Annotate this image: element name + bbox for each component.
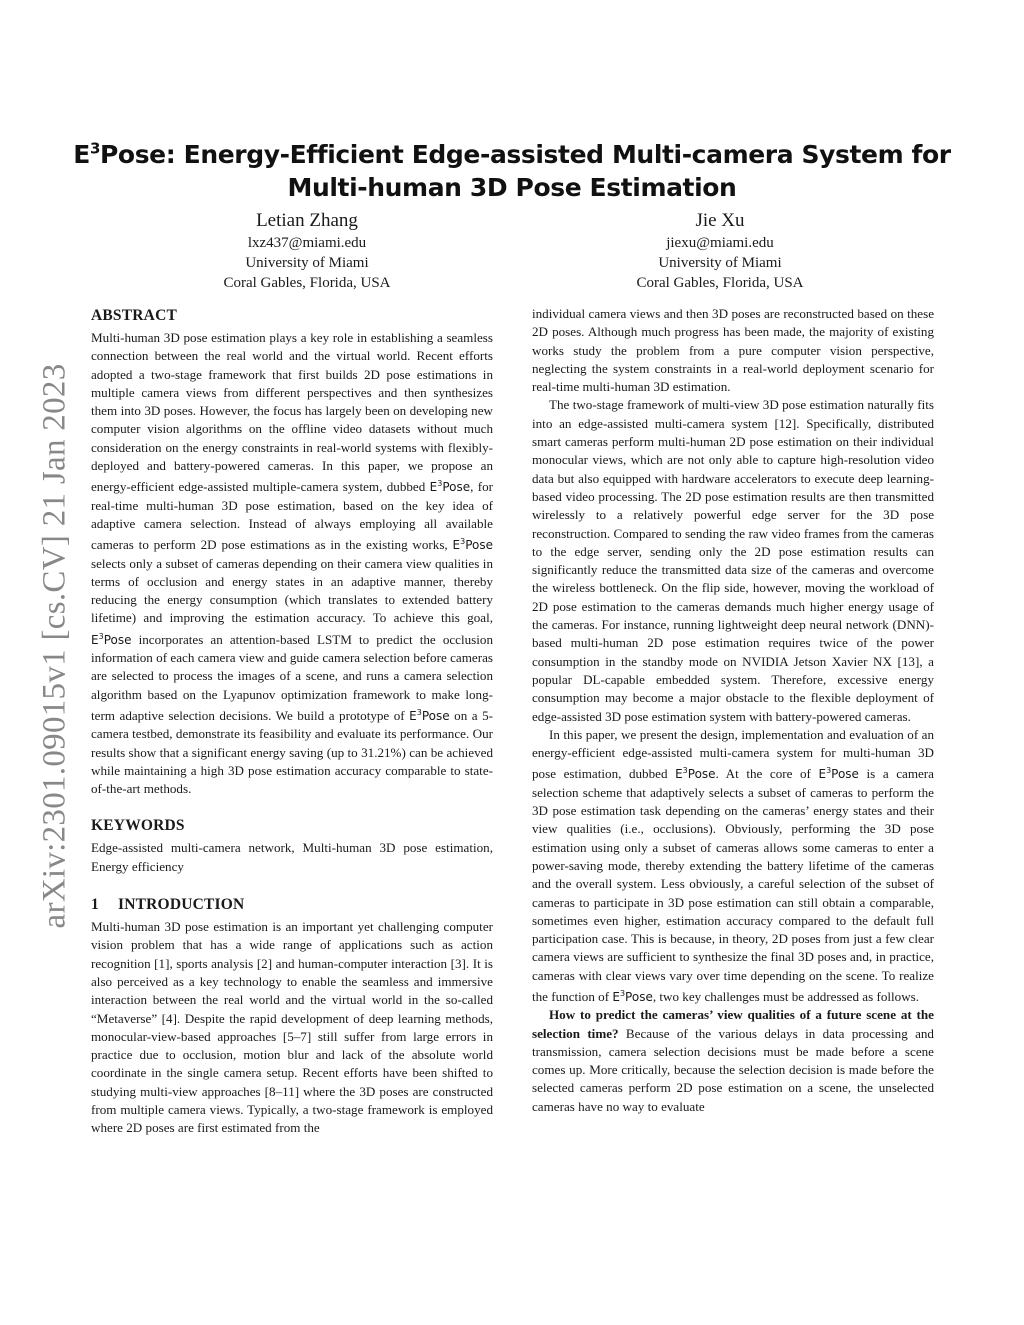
introduction-heading xyxy=(91,894,493,916)
system-name: $E^3Pose$ xyxy=(612,988,653,1004)
author-block-2 xyxy=(570,210,870,293)
abstract-part: incorporates an attention-based LSTM to predict the occlusion information of each camera view and guide camera selection before cameras are selected to process the images of a scene, and runs a camera selection algorithm based on the Lyapunov optimization framework to make long-term adaptive selection decisions. We build a prototype of xyxy=(91,631,493,723)
system-name: $E^3Pose$ xyxy=(452,537,493,553)
title-prefix: E xyxy=(73,140,90,169)
intro-paragraph-1-continued: individual camera views and then 3D poses are reconstructed based on these 2D poses. Although much progress has been made, the majority of existing works study the problem from a pure computer vision perspective, neglecting the system constraints in a real-world deployment scenario for real-time multi-human 3D estimation. xyxy=(532,306,934,395)
system-name: $E^3Pose$ xyxy=(429,479,471,495)
intro-paragraph-2: The two-stage framework of multi-view 3D pose estimation naturally fits into an edge-assisted multi-camera system [12]. Specifically, distributed smart cameras perform multi-human 2D pose estimation on their individual monocular views, which are not only able to capture high-resolution video data but also equipped with hardware accelerators to execute deep learning-based video processing. The 2D pose estimation results are then transmitted wirelessly to a relatively powerful edge server for the 3D pose reconstruction. Compared to sending the raw video frames from the cameras to the edge server, sending only the 2D pose estimation results can significantly reduce the transmitted data size of the cameras and overcome the wireless bottleneck. On the flip side, however, moving the workload of 2D pose estimation to the cameras demands much higher energy usage of the cameras. For instance, running lightweight deep neural network (DNN)-based multi-human 2D pose estimation requires twice of the power consumption in the standby mode on NVIDIA Jetson Xavier NX [13], a popular DL-capable embedded system. Therefore, excessive energy consumption may become a major obstacle to the flexible deployment of edge-assisted 3D pose estimation system with battery-powered cameras. xyxy=(532,397,934,724)
system-name: $E^3Pose$ xyxy=(91,631,132,647)
abstract-part: , for real-time multi-human 3D pose estimation, based on the key idea of adaptive camera selection. Instead of always employing all available cameras to perform 2D pose estimations as in the existing works, xyxy=(91,479,493,553)
system-name: $E^3Pose$ xyxy=(675,766,716,782)
author-affiliation: University of Miami xyxy=(245,255,369,271)
system-name: $E^3Pose$ xyxy=(818,766,859,782)
title-line2: Multi-human 3D Pose Estimation xyxy=(287,173,737,202)
abstract-part: Multi-human 3D pose estimation plays a key role in establishing a seamless connection between the real world and the virtual world. Recent efforts adopted a two-stage framework that first builds 2D pose estimations in multiple camera views from different perspectives and then synthesizes them into 3D poses. However, the focus has largely been on developing new computer vision algorithms on the offline video datasets without much consideration on the energy constraints in real-world systems with flexibly-deployed and battery-powered cameras. In this paper, we propose an energy-efficient edge-assisted multiple-camera system, dubbed xyxy=(91,330,493,495)
author-name: Letian Zhang xyxy=(256,210,358,231)
author-block-1 xyxy=(157,210,457,293)
arxiv-identifier-stamp: arXiv:2301.09015v1 [cs.CV] 21 Jan 2023 xyxy=(36,363,73,929)
intro-paragraph-1: Multi-human 3D pose estimation is an important yet challenging computer vision problem that has a wide range of applications such as action recognition [1], sports analysis [2] and human-computer interaction [3]. It is also perceived as a key technology to enable the seamless and immersive interaction between the real world and the virtual world in the so-called “Metaverse” [4]. Despite the rapid development of deep learning methods, monocular-view-based approaches [5–7] still suffer from large errors in practice due to occlusion, motion blur and lack of the absolute world coordinate in the single camera setup. Recent efforts have been shifted to studying multi-view approaches [8–11] where the 3D poses are constructed from multiple camera views. Typically, a two-stage framework is employed where 2D poses are first estimated from the xyxy=(91,919,493,1136)
intro-paragraph-4 xyxy=(532,1006,934,1116)
abstract-text xyxy=(91,329,493,798)
paper-title xyxy=(60,138,964,204)
intro-paragraph-3 xyxy=(532,726,934,1006)
paragraph-part: , two key challenges must be addressed as follows. xyxy=(652,988,920,1004)
abstract-heading: ABSTRACT xyxy=(91,307,178,324)
paragraph-part: is a camera selection scheme that adaptively selects a subset of cameras to perform the 3D pose estimation task depending on the cameras’ energy states and their view qualities (i.e., occlusions). Obviously, performing the 3D pose estimation using only a subset of cameras allows some cameras to enter a power-saving mode, thereby extending the battery lifetime of the cameras and the overall system. Less obviously, a careful selection of the subset of cameras to participate in 3D pose estimation can still obtain a comparable, sometimes even higher, estimation accuracy compared to the default full participation case. This is because, in theory, 2D poses from just a few clear camera views are sufficient to synthesize the final 3D poses and, in practice, cameras with clear views vary over time depending on the scene. To realize the function of xyxy=(532,766,934,1004)
system-name: $E^3Pose$ xyxy=(409,707,450,723)
author-location: Coral Gables, Florida, USA xyxy=(636,275,804,291)
author-email[interactable]: lxz437@miami.edu xyxy=(247,235,367,251)
section-title: INTRODUCTION xyxy=(118,896,245,914)
title-superscript: 3 xyxy=(89,139,100,158)
author-location: Coral Gables, Florida, USA xyxy=(223,275,391,291)
section-number: 1 xyxy=(91,896,99,914)
abstract-part: selects only a subset of cameras depending on their camera view qualities in terms of occlusion and energy states in an adaptive manner, thereby reducing the energy consumption (which translates to extended battery lifetime) and improving the estimation accuracy. To achieve this goal, xyxy=(91,555,493,626)
author-affiliation: University of Miami xyxy=(658,255,782,271)
title-line1: Pose: Energy-Efficient Edge-assisted Multi-camera System for xyxy=(100,140,951,169)
right-column xyxy=(532,305,934,1116)
author-email[interactable]: jiexu@miami.edu xyxy=(666,235,774,251)
abstract-part: on a 5-camera testbed, demonstrate its feasibility and evaluate its performance. Our results show that a significant energy saving (up to 31.21%) can be achieved while maintaining a high 3D pose estimation accuracy comparable to state-of-the-art methods. xyxy=(91,707,493,797)
keywords-heading: KEYWORDS xyxy=(91,817,185,835)
challenge-question: How to predict the cameras’ view qualities of a future scene at the selection time? xyxy=(532,1007,934,1041)
keywords-text: Edge-assisted multi-camera network, Multi-human 3D pose estimation, Energy efficiency xyxy=(91,840,493,874)
paragraph-part: . At the core of xyxy=(715,766,819,782)
paragraph-part: In this paper, we present the design, implementation and evaluation of an energy-efficient edge-assisted multi-camera system for multi-human 3D pose estimation, dubbed xyxy=(532,726,934,782)
left-column xyxy=(91,305,493,1138)
paragraph-part: Because of the various delays in data processing and transmission, camera selection decisions must be made before a scene comes up. More critically, because the selection decision is made before the selected cameras perform 2D pose estimation on a scene, the unselected cameras have no way to evaluate xyxy=(532,1025,934,1114)
author-name: Jie Xu xyxy=(695,210,745,231)
